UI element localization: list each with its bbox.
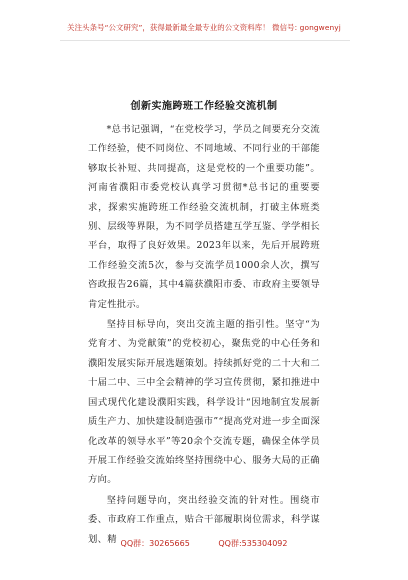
footer-qq-group-1: QQ群：30265665 (120, 539, 190, 548)
header-notice: 关注头条号“公文研究”，获得最新最全最专业的公文资料库！ 微信号: gongwenyj (67, 23, 341, 32)
paragraph: *总书记强调，“在党校学习，学员之间要充分交流工作经验，使不同岗位、不同地域、不同行业的干部能够取长补短、共同提高，这是党校的一个重要功能”。河南省濮阳市委党校认真学习贯彻*总书记的重要要求，探索实施跨班工作经验交流机制，打破主体班类别、层级等界限，为不同学员搭建互学互鉴、学学相长平台，取得了良好效果。2023年以来，先后开展跨班工作经验交流5次，参与交流学员1000余人次，撰写咨政报告26篇，其中4篇获濮阳市委、市政府主要领导肯定性批示。 (88, 124, 320, 310)
header-divider (60, 40, 350, 41)
document-title: 创新实施跨班工作经验交流机制 (130, 101, 278, 112)
footer-qq-group-2: QQ群:535304092 (218, 539, 288, 548)
document-body (88, 120, 320, 549)
paragraph: 坚持目标导向，突出交流主题的指引性。坚守“为党育才、为党献策”的党校初心，聚焦党的中心任务和濮阳发展实际开展选题策划。持续抓好党的二十大和二十届二中、三中全会精神的学习宣传贯彻，紧扣推进中国式现代化建设濮阳实践，科学设计“因地制宜发展新质生产力、加快建设制造强市”“提高党对进一步全面深化改革的领导水平”等20余个交流专题，确保全体学员开展工作经验交流始终坚持围绕中心、服务大局的正确方向。 (88, 319, 320, 486)
paragraph: 坚持问题导向，突出经验交流的针对性。围绕市委、市政府工作重点，贴合干部履职岗位需求，科学谋划、精 (88, 494, 320, 545)
footer (0, 538, 408, 549)
